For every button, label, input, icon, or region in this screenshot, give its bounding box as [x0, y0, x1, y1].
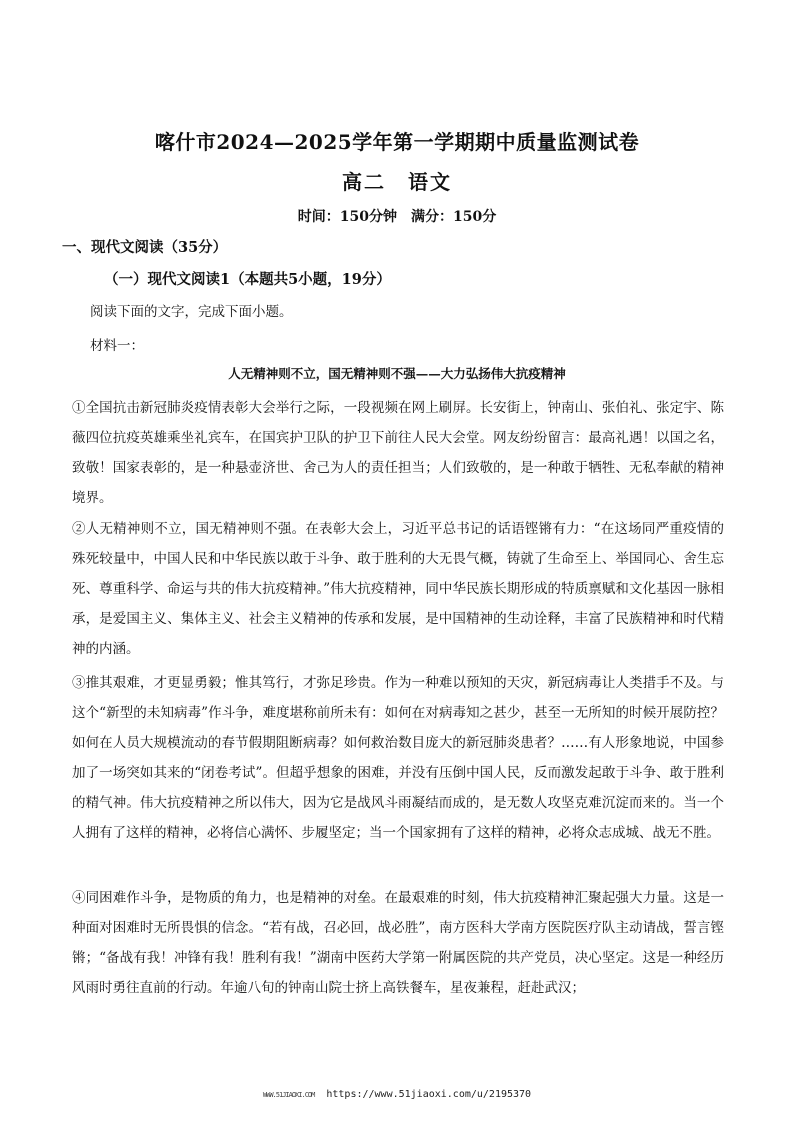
exam-subject: 高二 语文: [342, 170, 452, 194]
exam-time-info: 时间：150分钟 满分：150分: [297, 209, 497, 225]
exam-title: 喀什市2024—2025学年第一学期期中质量监测试卷: [154, 130, 640, 154]
article-paragraph-1: ①全国抗击新冠肺炎疫情表彰大会举行之际，一段视频在网上刷屏。长安街上，钟南山、张伯礼、张定宇、陈薇四位抗疫英雄乘坐礼宾车，在国宾护卫队的护卫下前往人民大会堂。网友纷纷留言：最高礼遇！以国之名，致敬！国家表彰的，是一种悬壶济世、舍己为人的责任担当；人们致敬的，是一种敢于牺牲、无私奉献的精神境界。: [72, 400, 724, 506]
article-title: 人无精神则不立，国无精神则不强——大力弘扬伟大抗疫精神: [228, 366, 566, 381]
material-label: 材料一：: [90, 338, 144, 354]
article-paragraph-2: ②人无精神则不立，国无精神则不强。在表彰大会上，习近平总书记的话语铿锵有力：“在这场同严重疫情的殊死较量中，中国人民和中华民族以敢于斗争、敢于胜利的大无畏气概，铸就了生命至上、举国同心、舍生忘死、尊重科学、命运与共的伟大抗疫精神。”伟大抗疫精神，同中华民族长期形成的特质禀赋和文化基因一脉相承，是爱国主义、集体主义、社会主义精神的传承和发展，是中国精神的生动诠释，丰富了民族精神和时代精神的内涵。: [72, 521, 724, 657]
page-footer: [0, 1089, 794, 1100]
section-sub-heading: （一）现代文阅读1（本题共5小题，19分）: [104, 271, 391, 288]
reading-instruction: 阅读下面的文字，完成下面小题。: [90, 304, 293, 320]
article-paragraph-3: ③推其艰难，才更显勇毅；惟其笃行，才弥足珍贵。作为一种难以预知的天灾，新冠病毒让人类措手不及。与这个“新型的未知病毒”作斗争，难度堪称前所未有：如何在对病毒知之甚少，甚至一无所知的时候开展防控？如何在人员大规模流动的春节假期阻断病毒？如何救治数目庞大的新冠肺炎患者？……有人形象地说，中国参加了一场突如其来的“闭卷考试”。但超乎想象的困难，并没有压倒中国人民，反而激发起敢于斗争、敢于胜利的精气神。伟大抗疫精神之所以伟大，因为它是战风斗雨凝结而成的，是无数人攻坚克难沉淀而来的。当一个人拥有了这样的精神，必将信心满怀、步履坚定；当一个国家拥有了这样的精神，必将众志成城、战无不胜。: [72, 675, 724, 841]
watermark-logo: WWW.51JIAOXI.COM: [262, 1091, 315, 1099]
section-heading: 一、现代文阅读（35分）: [62, 239, 228, 256]
article-paragraph-4: ④同困难作斗争，是物质的角力，也是精神的对垒。在最艰难的时刻，伟大抗疫精神汇聚起强大力量。这是一种面对困难时无所畏惧的信念。“若有战，召必回，战必胜”，南方医科大学南方医院医疗队主动请战，誓言铿锵；“备战有我！冲锋有我！胜利有我！”湖南中医药大学第一附属医院的共产党员，决心坚定。这是一种经历风雨时勇往直前的行动。年逾八旬的钟南山院士挤上高铁餐车，星夜兼程，赶赴武汉；: [72, 890, 724, 996]
footer-url[interactable]: https://www.51jiaoxi.com/u/2195370: [326, 1089, 532, 1100]
